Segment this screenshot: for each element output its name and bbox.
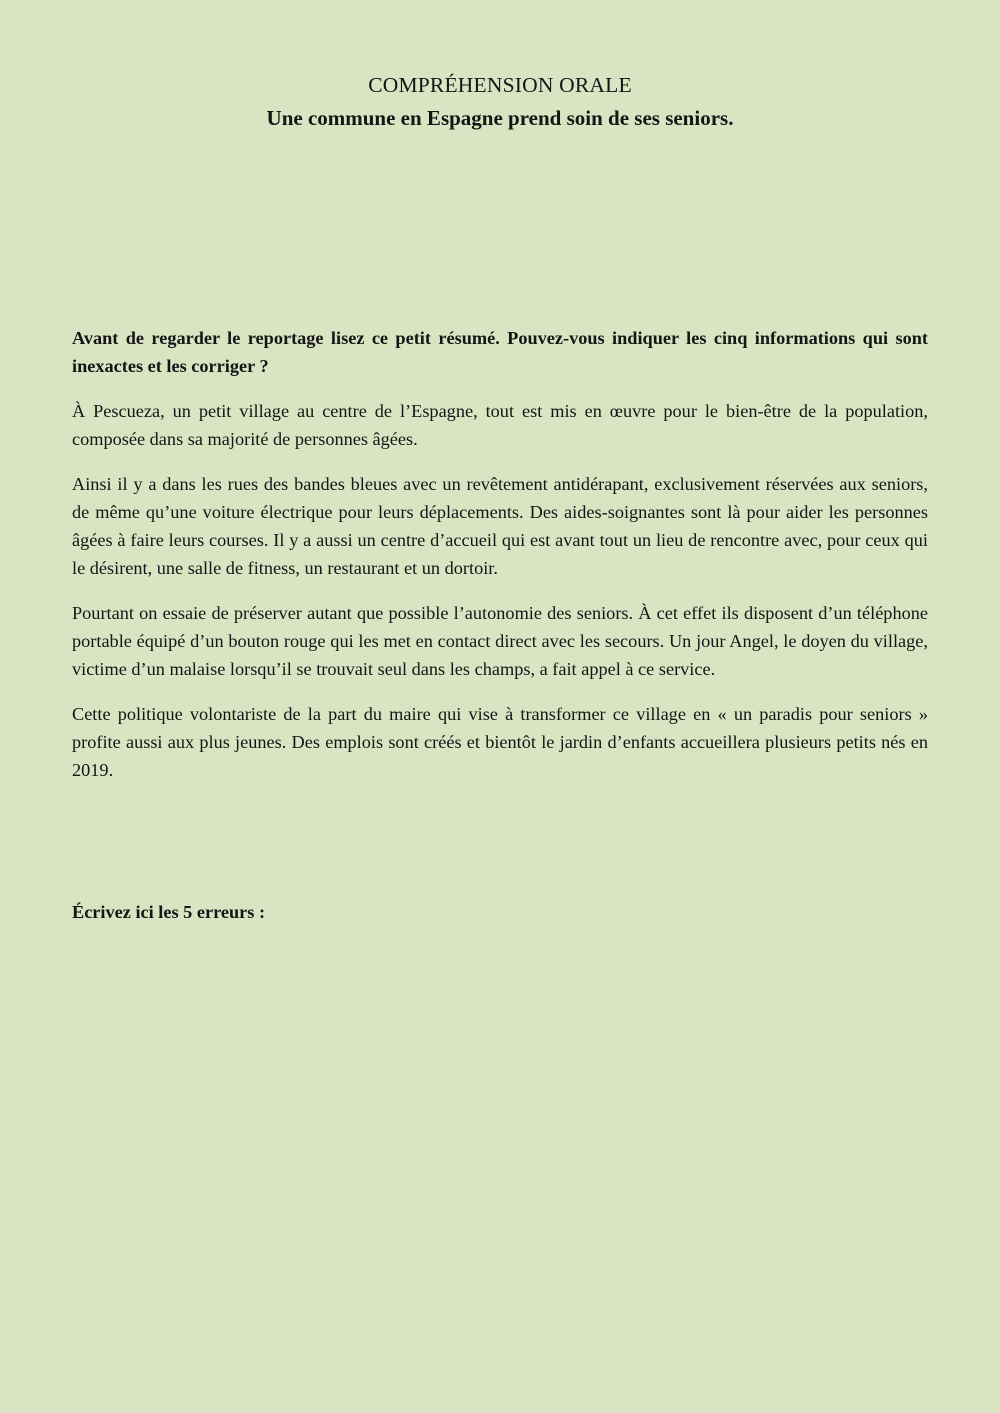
exercise-instruction: Avant de regarder le reportage lisez ce petit résumé. Pouvez-vous indiquer les cinq informations qui sont inexactes et les corriger ? xyxy=(72,328,928,376)
page-subtitle: Une commune en Espagne prend soin de ses seniors. xyxy=(266,106,734,130)
summary-paragraph-1: À Pescueza, un petit village au centre de l’Espagne, tout est mis en œuvre pour le bien-être de la population, composée dans sa majorité de personnes âgées. xyxy=(72,401,928,449)
page-title: COMPRÉHENSION ORALE xyxy=(368,73,632,97)
summary-paragraph-4: Cette politique volontariste de la part du maire qui vise à transformer ce village en « un paradis pour seniors » profite aussi aux plus jeunes. Des emplois sont créés et bientôt le jardin d’enfants accueillera plusieurs petits nés en 2019. xyxy=(72,704,928,780)
summary-paragraph-3: Pourtant on essaie de préserver autant que possible l’autonomie des seniors. À cet effet ils disposent d’un téléphone portable équipé d’un bouton rouge qui les met en contact direct avec les secours. Un jour Angel, le doyen du village, victime d’un malaise lorsqu’il se trouvait seul dans les champs, a fait appel à ce service. xyxy=(72,603,928,679)
exercise-content xyxy=(72,324,928,801)
summary-paragraph-2: Ainsi il y a dans les rues des bandes bleues avec un revêtement antidérapant, exclusivement réservées aux seniors, de même qu’une voiture électrique pour leurs déplacements. Des aides-soignantes sont là pour aider les personnes âgées à faire leurs courses. Il y a aussi un centre d’accueil qui est avant tout un lieu de rencontre avec, pour ceux qui le désirent, une salle de fitness, un restaurant et un dortoir. xyxy=(72,474,928,578)
answer-prompt: Écrivez ici les 5 erreurs : xyxy=(72,902,266,922)
